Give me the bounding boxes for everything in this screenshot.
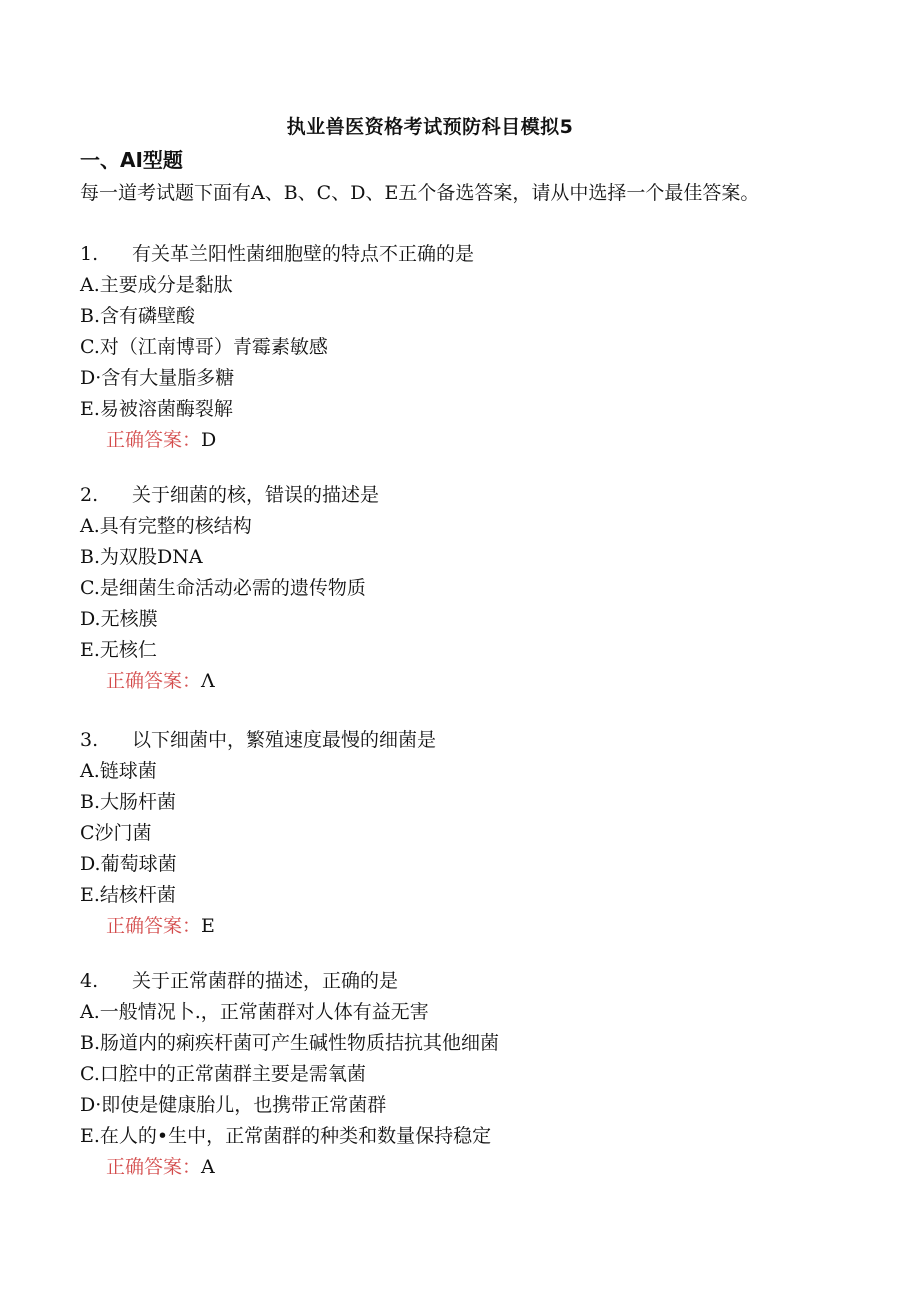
- option-b: B.为双股DNA: [80, 546, 203, 568]
- correct-answer: [80, 1152, 840, 1183]
- answer-value: Λ: [201, 670, 215, 692]
- option-d: D.无核膜: [80, 608, 158, 630]
- option-a: A.一般情况卜.，正常菌群对人体有益无害: [80, 1001, 429, 1023]
- answer-label: 正确答案：: [106, 1156, 202, 1178]
- answer-label: 正确答案：: [106, 429, 202, 451]
- question-text: 有关革兰阳性菌细胞壁的特点不正确的是: [132, 243, 475, 265]
- option-c: C沙门菌: [80, 822, 152, 844]
- option-d: D.葡萄球菌: [80, 853, 177, 875]
- section-heading: 一、AI型题: [80, 148, 183, 172]
- option-b: B.大肠杆菌: [80, 791, 177, 813]
- question-text: 以下细菌中，繁殖速度最慢的细菌是: [132, 729, 437, 751]
- option-c: C.口腔中的正常菌群主要是需氧菌: [80, 1063, 366, 1085]
- question-text: 关于正常菌群的描述，正确的是: [132, 970, 399, 992]
- option-b: B.肠道内的痢疾杆菌可产生碱性物质拮抗其他细菌: [80, 1032, 500, 1054]
- option-a: A.具有完整的核结构: [80, 515, 252, 537]
- question-stem: [80, 239, 840, 270]
- option-b: B.含有磷壁酸: [80, 305, 196, 327]
- answer-value: A: [201, 1156, 215, 1178]
- question-4: [80, 966, 840, 1183]
- correct-answer: [80, 666, 840, 697]
- option-c: C.对（江南博哥）青霉素敏感: [80, 336, 328, 358]
- question-number: 3.: [80, 729, 99, 751]
- question-2: [80, 480, 840, 697]
- correct-answer: [80, 425, 840, 456]
- option-a: A.链球菌: [80, 760, 157, 782]
- answer-value: D: [201, 429, 217, 451]
- option-d: D·含有大量脂多糖: [80, 367, 235, 389]
- document-title: 执业兽医资格考试预防科目模拟5: [286, 116, 574, 138]
- option-d: D·即使是健康胎儿，也携带正常菌群: [80, 1094, 387, 1116]
- question-1: [80, 239, 840, 456]
- correct-answer: [80, 911, 840, 942]
- question-number: 1.: [80, 243, 99, 265]
- option-e: E.在人的•生中，正常菌群的种类和数量保持稳定: [80, 1125, 492, 1147]
- option-a: A.主要成分是黏肽: [80, 274, 233, 296]
- question-stem: [80, 480, 840, 511]
- answer-label: 正确答案：: [106, 915, 202, 937]
- question-stem: [80, 966, 840, 997]
- question-number: 2.: [80, 484, 99, 506]
- question-stem: [80, 725, 840, 756]
- option-e: E.易被溶菌酶裂解: [80, 398, 233, 420]
- question-text: 关于细菌的核，错误的描述是: [132, 484, 380, 506]
- instructions-text: 每一道考试题下面有A、B、C、D、E五个备选答案，请从中选择一个最佳答案。: [80, 182, 760, 204]
- question-number: 4.: [80, 970, 99, 992]
- option-e: E.结核杆菌: [80, 884, 176, 906]
- option-e: E.无核仁: [80, 639, 157, 661]
- question-3: [80, 725, 840, 942]
- option-c: C.是细菌生命活动必需的遗传物质: [80, 577, 366, 599]
- answer-value: E: [201, 915, 215, 937]
- answer-label: 正确答案：: [106, 670, 202, 692]
